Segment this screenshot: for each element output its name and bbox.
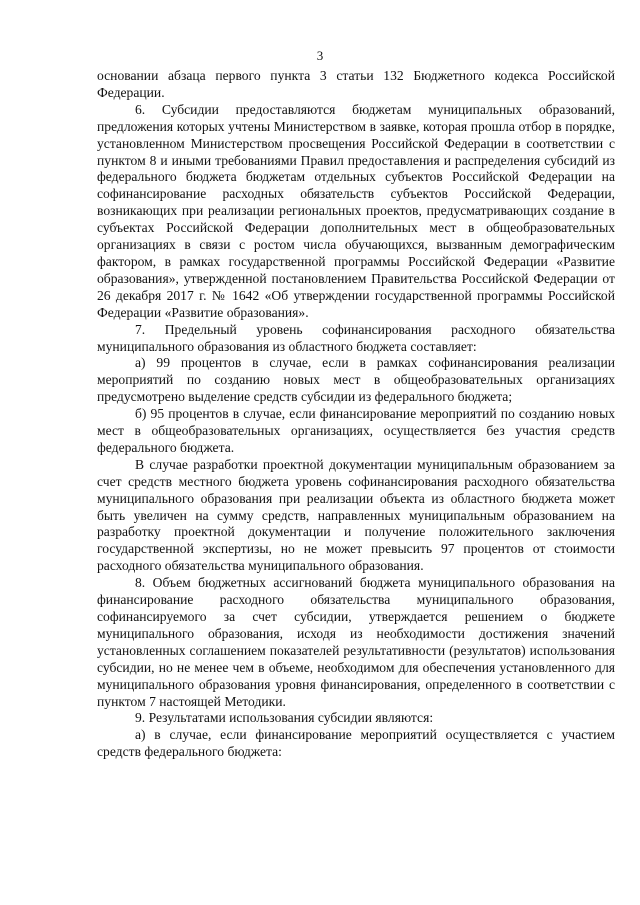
page-number: 3 [316,48,324,63]
paragraph-item-6: 6. Субсидии предоставляются бюджетам муниципальных образований, предложения которых учтены Министерством в заявке, которая прошла отбор в порядке, установленном Министерством просвещения Российской Федерации в соответствии с пунктом 8 и иными требованиями Правил предоставления и распределения субсидий из федерального бюджета бюджетам отдельных субъектов Российской Федерации на софинансирование расходных обязательств субъектов Российской Федерации, возникающих при реализации региональных проектов, предусматривающих создание в субъектах Российской Федерации дополнительных мест в общеобразовательных организациях в связи с ростом числа обучающихся, вызванным демографическим фактором, в рамках государственной программы Российской Федерации «Развитие образования», утвержденной постановлением Правительства Российской Федерации от 26 декабря 2017 г. № 1642 «Об утверждении государственной программы Российской Федерации «Развитие образования». [97,101,615,320]
paragraph-continuation: основании абзаца первого пункта 3 статьи 132 Бюджетного кодекса Российской Федерации. [97,68,615,100]
paragraph-item-9a: а) в случае, если финансирование мероприятий осуществляется с участием средств федерального бюджета: [97,727,615,760]
paragraph-item-9: 9. Результатами использования субсидии являются: [135,710,434,726]
paragraph-item-7b: б) 95 процентов в случае, если финансирование мероприятий по созданию новых мест в общеобразовательных организациях, осуществляется без участия средств федерального бюджета. [97,406,615,455]
paragraph-item-8: 8. Объем бюджетных ассигнований бюджета муниципального образования на финансирование расходного обязательства муниципального образования, софинансируемого за счет субсидии, утверждается решением о бюджете муниципального образования, исходя из необходимости достижения значений установленных соглашением показателей результативности (результатов) использования субсидии, но не менее чем в объеме, необходимом для обеспечения установленного для муниципального образования уровня финансирования, определенного в соответствии с пунктом 7 настоящей Методики. [97,575,615,709]
paragraph-item-7a: а) 99 процентов в случае, если в рамках софинансирования реализации мероприятий по созданию новых мест в общеобразовательных организациях предусмотрено выделение средств субсидии из федерального бюджета; [97,355,615,405]
paragraph-item-7: 7. Предельный уровень софинансирования расходного обязательства муниципального образования из областного бюджета составляет: [97,321,615,354]
paragraph-project-docs: В случае разработки проектной документации муниципальным образованием за счет средств местного бюджета уровень софинансирования расходного обязательства муниципального образования при реализации объекта из областного бюджета может быть увеличен на сумму средств, направленных муниципальным образованием на разработку проектной документации и получение положительного заключения государственной экспертизы, но не может превысить 97 процентов от стоимости расходного обязательства муниципального образования. [97,456,615,574]
document-body [97,68,615,761]
